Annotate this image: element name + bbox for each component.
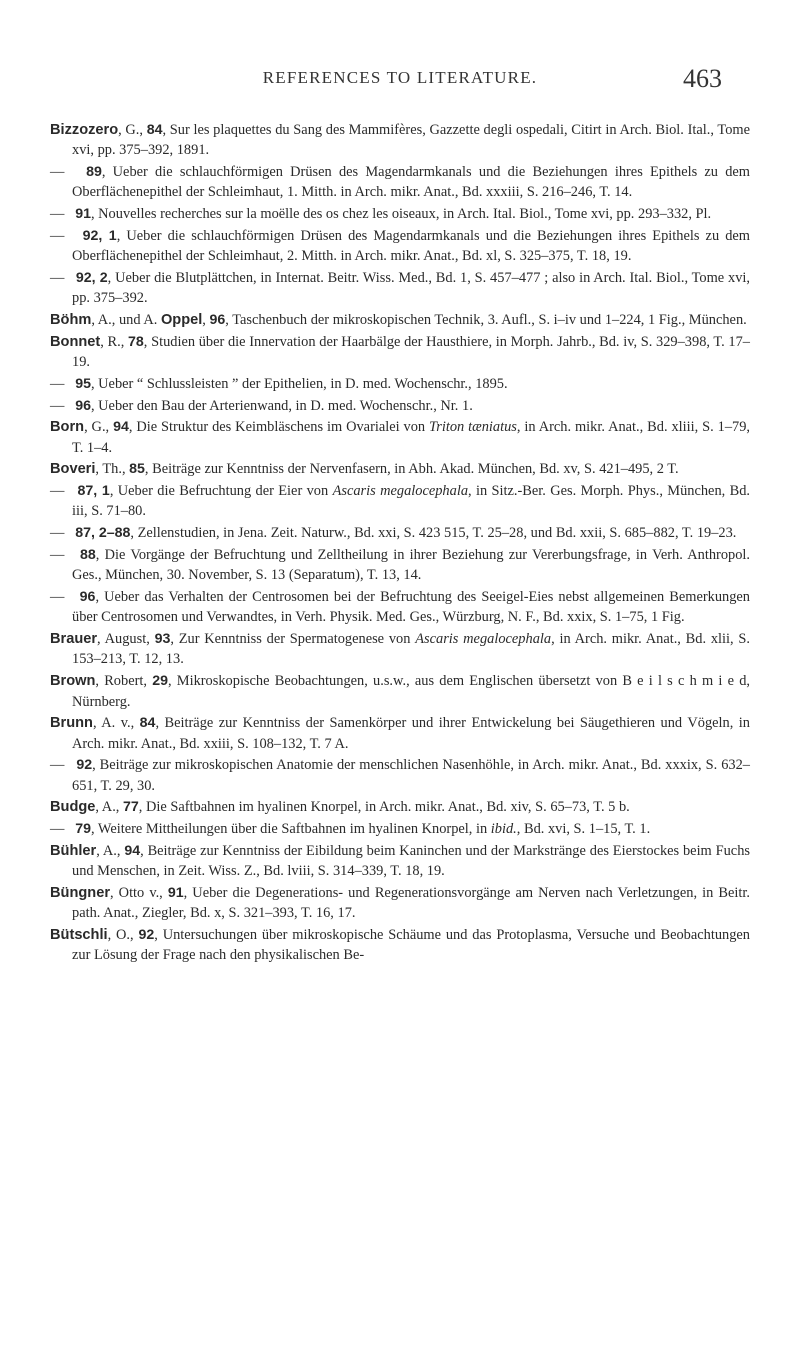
reference-text: , Beiträge zur Kenntniss der Nervenfasern, in Abh. Akad. München, Bd. xv, S. 421–495, 2 T. bbox=[144, 461, 679, 478]
reference-text: , in Arch. mikr. Anat., Bd. xlii, S. 153–213, T. 12, 13. bbox=[72, 631, 751, 668]
author-initials: , R., bbox=[100, 333, 129, 350]
italic-term: Ascaris megalocephala bbox=[415, 631, 552, 648]
author-initials: , A. v., bbox=[92, 715, 140, 732]
reference-text: , Beiträge zur Kenntniss der Eibildung beim Kaninchen und der Markstränge des Eierstockes beim Fuchs und Menschen, in Zeit. Wiss. Z., Bd. lviii, S. 314–339, T. 18, 19. bbox=[72, 842, 750, 880]
ditto-dash: — bbox=[50, 397, 65, 414]
year-key: 88 bbox=[80, 546, 96, 563]
reference-text: , Untersuchungen über mikroskopische Schäume und das Protoplasma, Versuche und Beobachtungen zur Lösung der Frage nach den physikalischen Be- bbox=[72, 927, 750, 964]
reference-text: , Bd. xvi, S. 1–15, T. 1. bbox=[516, 821, 651, 838]
italic-term: Triton tæniatus bbox=[429, 419, 517, 436]
reference-text: , Taschenbuch der mikroskopischen Technik, 3. Aufl., S. i–iv und 1–224, 1 Fig., München. bbox=[225, 312, 747, 329]
author-initials: , G., bbox=[118, 122, 147, 138]
year-key: 91 bbox=[75, 206, 91, 223]
reference-entry bbox=[50, 417, 750, 458]
reference-entry bbox=[50, 755, 750, 796]
reference-entry bbox=[50, 523, 750, 543]
reference-entry bbox=[50, 883, 750, 924]
author-name: Brunn bbox=[50, 715, 93, 732]
year-key: 87, 2–88 bbox=[75, 525, 131, 542]
ditto-dash: — bbox=[50, 483, 65, 500]
reference-entry bbox=[50, 481, 750, 522]
reference-entry bbox=[50, 332, 750, 373]
author-name: Bonnet bbox=[50, 333, 101, 350]
ditto-dash: — bbox=[50, 589, 65, 606]
reference-entry bbox=[50, 374, 750, 394]
reference-text: , Zur Kenntniss der Spermatogenese von bbox=[170, 631, 416, 648]
reference-entry bbox=[50, 459, 750, 479]
ditto-dash: — bbox=[50, 375, 65, 392]
author-initials: , Otto v., bbox=[110, 884, 168, 901]
year-key: 84 bbox=[139, 715, 156, 732]
ditto-dash: — bbox=[50, 206, 65, 223]
ditto-dash: — bbox=[50, 546, 65, 563]
author-name: Bizzozero bbox=[50, 122, 119, 138]
page-number: 463 bbox=[683, 64, 722, 93]
reference-entry bbox=[50, 713, 750, 754]
ditto-dash: — bbox=[50, 227, 65, 244]
author-name: Bühler bbox=[50, 842, 97, 859]
author-name: Born bbox=[50, 419, 85, 436]
reference-entry bbox=[50, 310, 750, 330]
reference-text: , Beiträge zur mikroskopischen Anatomie der menschlichen Nasenhöhle, in Arch. mikr. Anat., Bd. xxxix, S. 632–651, T. 29, 30. bbox=[72, 757, 750, 794]
year-key: 92, 1 bbox=[82, 227, 117, 244]
year-key: 95 bbox=[75, 375, 91, 392]
author-initials: , A., bbox=[96, 842, 125, 859]
reference-text: , Sur les plaquettes du Sang des Mammifères, Gazzette degli ospedali, Citirt in Arch. Biol. Ital., Tome xvi, pp. 375–392, 1891. bbox=[72, 122, 750, 159]
author-name: Böhm bbox=[50, 312, 92, 329]
ditto-dash: — bbox=[50, 164, 65, 181]
reference-entry bbox=[50, 587, 750, 628]
italic-term: ibid. bbox=[490, 821, 517, 838]
author-name: Brauer bbox=[50, 631, 98, 648]
reference-text: , Beiträge zur Kenntniss der Samenkörper und ihrer Entwickelung bei Säugethieren und Vögeln, in Arch. mikr. Anat., Bd. xxiii, S. 108–132, T. 7 A. bbox=[72, 715, 750, 752]
reference-text: , Ueber das Verhalten der Centrosomen bei der Befruchtung des Seeigel-Eies nebst allgemeinen Bemerkungen über Centrosomen und Verwandtes, in Verh. Physik. Med. Ges., Würzburg, N. F., Bd. xxix, S. 1–75, 1 Fig. bbox=[72, 589, 750, 626]
reference-entry bbox=[50, 545, 750, 586]
year-key: 96 bbox=[79, 589, 96, 606]
reference-text: , Ueber die Befruchtung der Eier von bbox=[109, 483, 333, 500]
reference-entry bbox=[50, 797, 750, 817]
author-name: Boveri bbox=[50, 461, 96, 478]
reference-text: , Nouvelles recherches sur la moëlle des os chez les oiseaux, in Arch. Ital. Biol., Tome xvi, pp. 293–332, Pl. bbox=[90, 206, 712, 223]
page-header bbox=[0, 60, 800, 110]
reference-text: , Die Vorgänge der Befruchtung und Zelltheilung in ihrer Beziehung zur Vererbungsfrage, in Verh. Anthropol. Ges., München, 30. November, S. 13 (Separatum), T. 13, 14. bbox=[72, 546, 751, 584]
year-key: 93 bbox=[154, 631, 171, 648]
reference-entry bbox=[50, 268, 750, 309]
reference-text: , Mikroskopische Beobachtungen, u.s.w., aus dem Englischen übersetzt von B e i l s c h m i e d, Nürnberg. bbox=[72, 673, 750, 710]
year-key: 94 bbox=[124, 842, 141, 859]
year-key: 96 bbox=[209, 312, 226, 329]
year-key: 79 bbox=[75, 821, 91, 838]
ditto-dash: — bbox=[50, 269, 65, 286]
year-key: 77 bbox=[123, 799, 139, 816]
separator: , bbox=[202, 312, 210, 329]
reference-entry bbox=[50, 819, 750, 839]
reference-text: , Die Struktur des Keimbläschens im Ovarialei von bbox=[128, 419, 430, 436]
reference-text: , Ueber den Bau der Arterienwand, in D. med. Wochenschr., Nr. 1. bbox=[90, 397, 473, 414]
reference-entry bbox=[50, 120, 750, 161]
author-initials: , Th., bbox=[95, 461, 130, 478]
reference-text: , Ueber die schlauchförmigen Drüsen des Magendarmkanals und die Beziehungen ihres Epithels zu dem Oberflächenepithel der Schleimhaut, 1. Mitth. in Arch. mikr. Anat., Bd. xxxiii, S. 216–246, T. 14. bbox=[72, 164, 750, 201]
author-name: Brown bbox=[50, 673, 96, 690]
reference-text: , Ueber die Blutplättchen, in Internat. Beitr. Wiss. Med., Bd. 1, S. 457–477 ; also in Arch. Ital. Biol., Tome xvi, pp. 375–392. bbox=[72, 269, 751, 307]
year-key: 94 bbox=[113, 419, 129, 436]
author-initials: , August, bbox=[97, 631, 155, 648]
year-key: 29 bbox=[152, 673, 168, 690]
reference-entry bbox=[50, 204, 750, 224]
author-name: Büngner bbox=[50, 884, 110, 901]
ditto-dash: — bbox=[50, 757, 65, 774]
year-key: 89 bbox=[86, 164, 102, 181]
reference-text: , Ueber “ Schlussleisten ” der Epithelien, in D. med. Wochenschr., 1895. bbox=[90, 375, 508, 392]
reference-entry bbox=[50, 925, 750, 966]
running-head: REFERENCES TO LITERATURE. bbox=[262, 68, 538, 87]
ditto-dash: — bbox=[50, 525, 65, 542]
year-key: 87, 1 bbox=[77, 483, 110, 500]
year-key: 92, 2 bbox=[75, 269, 108, 286]
ditto-dash: — bbox=[50, 821, 65, 838]
reference-text: , Zellenstudien, in Jena. Zeit. Naturw., Bd. xxi, S. 423 515, T. 25–28, und Bd. xxii, S. 685–882, T. 19–23. bbox=[130, 525, 737, 542]
author-initials: , G., bbox=[84, 419, 114, 436]
reference-text: , in Arch. mikr. Anat., Bd. xliii, S. 1–79, T. 1–4. bbox=[72, 419, 751, 456]
author-initials: , O., bbox=[107, 927, 139, 944]
reference-entry bbox=[50, 671, 750, 712]
reference-entry bbox=[50, 162, 750, 203]
author-name: Oppel bbox=[160, 312, 203, 329]
author-name: Budge bbox=[50, 799, 96, 816]
reference-text: , in Sitz.-Ber. Ges. Morph. Phys., München, Bd. iii, S. 71–80. bbox=[72, 483, 750, 520]
author-initials: , Robert, bbox=[95, 673, 153, 690]
italic-term: Ascaris megalocephala bbox=[332, 483, 469, 500]
author-initials: , A., und A. bbox=[91, 312, 161, 329]
reference-entry bbox=[50, 841, 750, 882]
reference-text: , Ueber die Degenerations- und Regenerationsvorgänge am Nerven nach Verletzungen, in Beitr. path. Anat., Ziegler, Bd. x, S. 321–393, T. 16, 17. bbox=[72, 884, 750, 922]
year-key: 92 bbox=[76, 757, 93, 774]
reference-text: , Studien über die Innervation der Haarbälge der Hausthiere, in Morph. Jahrb., Bd. iv, S. 329–398, T. 17–19. bbox=[72, 333, 750, 371]
author-initials: , A., bbox=[95, 799, 123, 816]
year-key: 92 bbox=[138, 927, 155, 944]
reference-entry bbox=[50, 629, 750, 670]
year-key: 96 bbox=[75, 397, 91, 414]
author-name: Bütschli bbox=[50, 927, 108, 944]
year-key: 78 bbox=[128, 333, 144, 350]
reference-text: , Weitere Mittheilungen über die Saftbahnen im hyalinen Knorpel, in bbox=[90, 821, 491, 838]
reference-entry bbox=[50, 396, 750, 416]
reference-text: , Ueber die schlauchförmigen Drüsen des Magendarmkanals und die Beziehungen ihres Epithels zu dem Oberflächenepithel der Schleimhaut, 2. Mitth. in Arch. mikr. Anat., Bd. xl, S. 325–375, T. 18, 19. bbox=[72, 227, 750, 265]
reference-text: , Die Saftbahnen im hyalinen Knorpel, in Arch. mikr. Anat., Bd. xiv, S. 65–73, T. 5 b. bbox=[138, 799, 630, 816]
year-key: 85 bbox=[129, 461, 145, 478]
year-key: 84 bbox=[146, 122, 163, 138]
reference-list bbox=[50, 120, 750, 966]
reference-entry bbox=[50, 226, 750, 267]
year-key: 91 bbox=[167, 884, 184, 901]
